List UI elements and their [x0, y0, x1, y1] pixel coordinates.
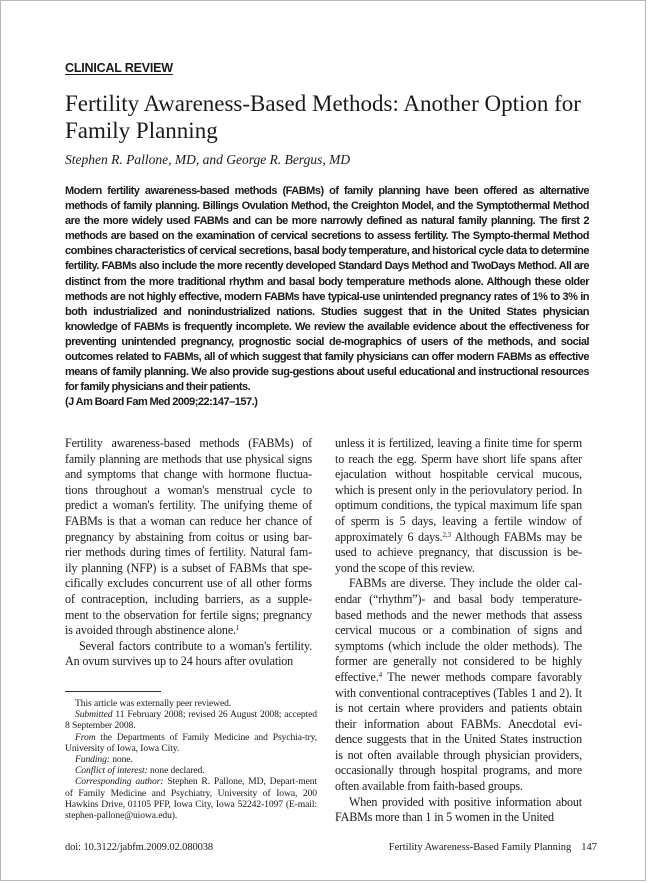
body-paragraph: unless it is fertilized, leaving a finite time for sperm to reach the egg. Sperm have short life spans after ejaculation without hospitable cervical mucous, which is present only in the periovulatory period. In optimum conditions, the typical maximum life span of sperm is 5 days, leaving a fertile window of approximately 6 days.$^{2,3}$ Although FABMs may be used to achieve pregnancy, that discussion is be-yond the scope of this review.	[335, 436, 582, 575]
footnotes	[65, 698, 317, 821]
article-title: Fertility Awareness-Based Methods: Another Option for Family Planning	[65, 91, 581, 143]
body-paragraph: When provided with positive information about FABMs more than 1 in 5 women in the United	[335, 794, 582, 825]
body-paragraph: Fertility awareness-based methods (FABMs) of family planning are methods that use physical signs and symptoms that change with hormone fluctua-tions throughout a woman's menstrual cycle to predict a woman's fertility. The unifying theme of FABMs is that a woman can reduce her chance of pregnancy by abstaining from coitus or using bar-rier methods during times of fertility. Natural fam-ily planning (NFP) is a subset of FABMs that spe-cifically excludes concurrent use of all other forms of contraception, including barriers, as a supple-ment to the observation for fertile signs; pregnancy is avoided through abstinence alone.$^1$	[65, 436, 312, 638]
body-column-right	[335, 436, 582, 826]
running-title: Fertility Awareness-Based Family Planning	[388, 842, 572, 853]
section-label: CLINICAL REVIEW	[65, 61, 173, 75]
body-column-left	[65, 436, 312, 670]
abstract	[65, 184, 589, 410]
running-footer	[389, 842, 597, 853]
body-paragraph: Several factors contribute to a woman's fertility. An ovum survives up to 24 hours after ovulation	[65, 638, 312, 669]
footnote-corresponding-author: Corresponding author: Stephen R. Pallone, MD, Depart-ment of Family Medicine and Psychiatry, University of Iowa, 200 Hawkins Drive, 01105 PFP, Iowa City, Iowa 52242-1097 (E-mail: stephen-pallone@uiowa.edu).	[65, 776, 317, 822]
reference-superscript[interactable]: 2,3	[442, 530, 451, 539]
footnote-funding: Funding: none.	[75, 754, 133, 766]
footnote-affiliation: From the Departments of Family Medicine and Psychia-try, University of Iowa, Iowa City.	[65, 731, 317, 754]
article-authors: Stephen R. Pallone, MD, and George R. Bergus, MD	[65, 152, 351, 167]
footnote-conflict: Conflict of interest: none declared.	[75, 765, 205, 777]
abstract-citation: (J Am Board Fam Med 2009;22:147–157.)	[65, 396, 258, 409]
reference-superscript[interactable]: 4	[378, 670, 382, 679]
doi-link[interactable]: doi: 10.3122/jabfm.2009.02.080038	[65, 842, 214, 853]
footnote-review: This article was externally peer reviewed.	[75, 698, 232, 709]
footnote-divider	[65, 691, 161, 692]
abstract-text: Modern fertility awareness-based methods (FABMs) of family planning have been offered as alternative methods of family planning. Billings Ovulation Method, the Creighton Model, and the Symptothermal Method are the more widely used FABMs and can be more narrowly defined as natural family planning. The first 2 methods are based on the examination of cervical secretions to assess fertility. The Sympto-thermal Method combines characteristics of cervical secretions, basal body temperature, and historical cycle data to determine fertility. FABMs also include the more recently developed Standard Days Method and TwoDays Method. All are distinct from the more traditional rhythm and basal body temperature methods alone. Although these older methods are not highly effective, modern FABMs have typical-use unintended pregnancy rates of 1% to 3% in both industrialized and nonindustrialized nations. Studies suggest that in the United States physician knowledge of FABMs is frequently incomplete. We review the available evidence about the effectiveness for preventing unintended pregnancy, prognostic social de-mographics of users of the methods, and social outcomes related to FABMs, all of which suggest that family physicians can offer modern FABMs as effective means of family planning. We also provide sug-gestions about useful educational and instructional resources for family physicians and their patients.	[65, 185, 589, 394]
reference-superscript[interactable]: 1	[235, 624, 240, 633]
body-paragraph: FABMs are diverse. They include the older cal-endar (“rhythm”)- and basal body temperature-based methods and the newer methods that assess cervical mucous or a combination of signs and symptoms (which include the older methods). The former are generally not considered to be highly effective.$^4$ The newer methods compare favorably with conventional contraceptives (Tables 1 and 2). It is not certain where providers and patients obtain their information about FABMs. Anecdotal evi-dence suggests that in the United States instruction is not often available through physician providers, occasionally through hospital programs, and more often available from faith-based groups.	[335, 576, 582, 794]
page-number: 147	[581, 842, 597, 853]
footnote-submitted: Submitted 11 February 2008; revised 26 August 2008; accepted 8 September 2008.	[65, 709, 317, 732]
